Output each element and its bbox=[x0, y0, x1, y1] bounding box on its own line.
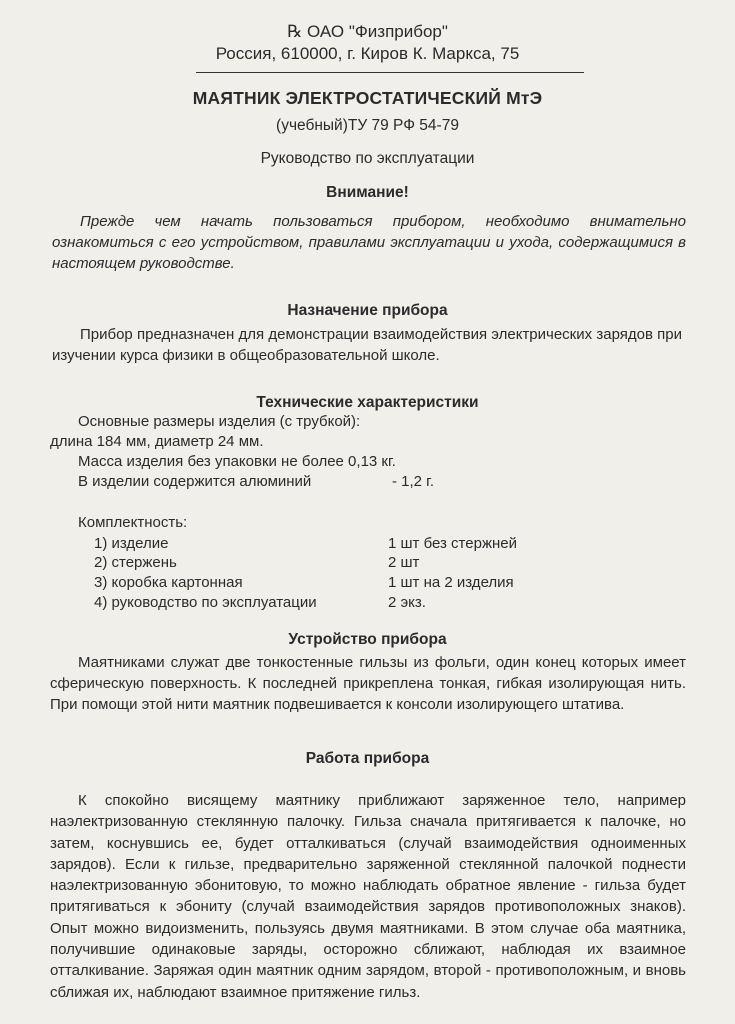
kit-item-name: 2) стержень bbox=[94, 554, 177, 571]
manual-title: Руководство по эксплуатации bbox=[260, 150, 475, 167]
kit-heading: Комплектность: bbox=[78, 514, 188, 531]
kit-item-qty: 2 шт bbox=[388, 554, 420, 571]
company-address: Россия, 610000, г. Киров К. Маркса, 75 bbox=[215, 44, 520, 63]
design-text: Маятниками служат две тонкостенные гильзы из фольги, один конец которых имеет сферическую поверхность. К последней прикреплена тонкая, гибкая изолирующая нить. При помощи этой нити маятник подвешивается к консоли изолирующего штатива. bbox=[50, 654, 686, 713]
kit-item-qty: 1 шт на 2 изделия bbox=[388, 574, 514, 591]
kit-item-qty: 1 шт без стержней bbox=[388, 535, 517, 552]
operation-heading: Работа прибора bbox=[305, 750, 430, 767]
specs-heading: Технические характеристики bbox=[256, 394, 479, 411]
kit-item-name: 1) изделие bbox=[94, 535, 169, 552]
document-subtitle: (учебный)ТУ 79 РФ 54-79 bbox=[276, 117, 459, 134]
design-heading: Устройство прибора bbox=[288, 631, 447, 648]
specs-mass: Масса изделия без упаковки не более 0,13 кг. bbox=[78, 453, 396, 470]
kit-item-name: 4) руководство по эксплуатации bbox=[94, 594, 317, 611]
purpose-text: Прибор предназначен для демонстрации взаимодействия электрических зарядов при изучении курса физики в общеобразовательной школе. bbox=[52, 326, 682, 364]
kit-item-name: 3) коробка картонная bbox=[94, 574, 243, 591]
specs-aluminium-label: В изделии содержится алюминий bbox=[78, 473, 312, 490]
specs-aluminium-value: - 1,2 г. bbox=[392, 473, 434, 490]
warning-heading: Внимание! bbox=[326, 184, 409, 201]
kit-item-qty: 2 экз. bbox=[388, 594, 426, 611]
header-rule bbox=[196, 72, 584, 73]
purpose-heading: Назначение прибора bbox=[287, 302, 448, 319]
specs-dimensions-label: Основные размеры изделия (с трубкой): bbox=[78, 413, 361, 430]
specs-dimensions-value: длина 184 мм, диаметр 24 мм. bbox=[50, 433, 264, 450]
company-name: ℞ ОАО "Физприбор" bbox=[287, 22, 448, 41]
document-title: МАЯТНИК ЭЛЕКТРОСТАТИЧЕСКИЙ МтЭ bbox=[192, 88, 543, 108]
operation-text: К спокойно висящему маятнику приближают заряженное тело, например наэлектризованную стеклянную палочку. Гильза сначала притягивается к палочке, но затем, коснувшись ее, будет отталкиваться (случай взаимодействия одноименных зарядов). Если к гильзе, предварительно заряженной стеклянной палочкой поднести наэлектризованную эбонитовую, то можно наблюдать обратное явление - гильза будет притягиваться к эбониту (случай взаимодействия зарядов противоположных знаков). Опыт можно видоизменить, пользуясь двумя маятниками. В этом случае оба маятника, получившие одинаковые заряды, осторожно сближают, наблюдая их взаимное отталкивание. Заряжая один маятник одним зарядом, второй - противоположным, и вновь сближая их, наблюдают взаимное притяжение гильз. bbox=[50, 792, 686, 1001]
warning-text: Прежде чем начать пользоваться прибором, необходимо внимательно ознакомиться с его устройством, правилами эксплуатации и ухода, содержащимися в настоящем руководстве. bbox=[52, 213, 686, 272]
